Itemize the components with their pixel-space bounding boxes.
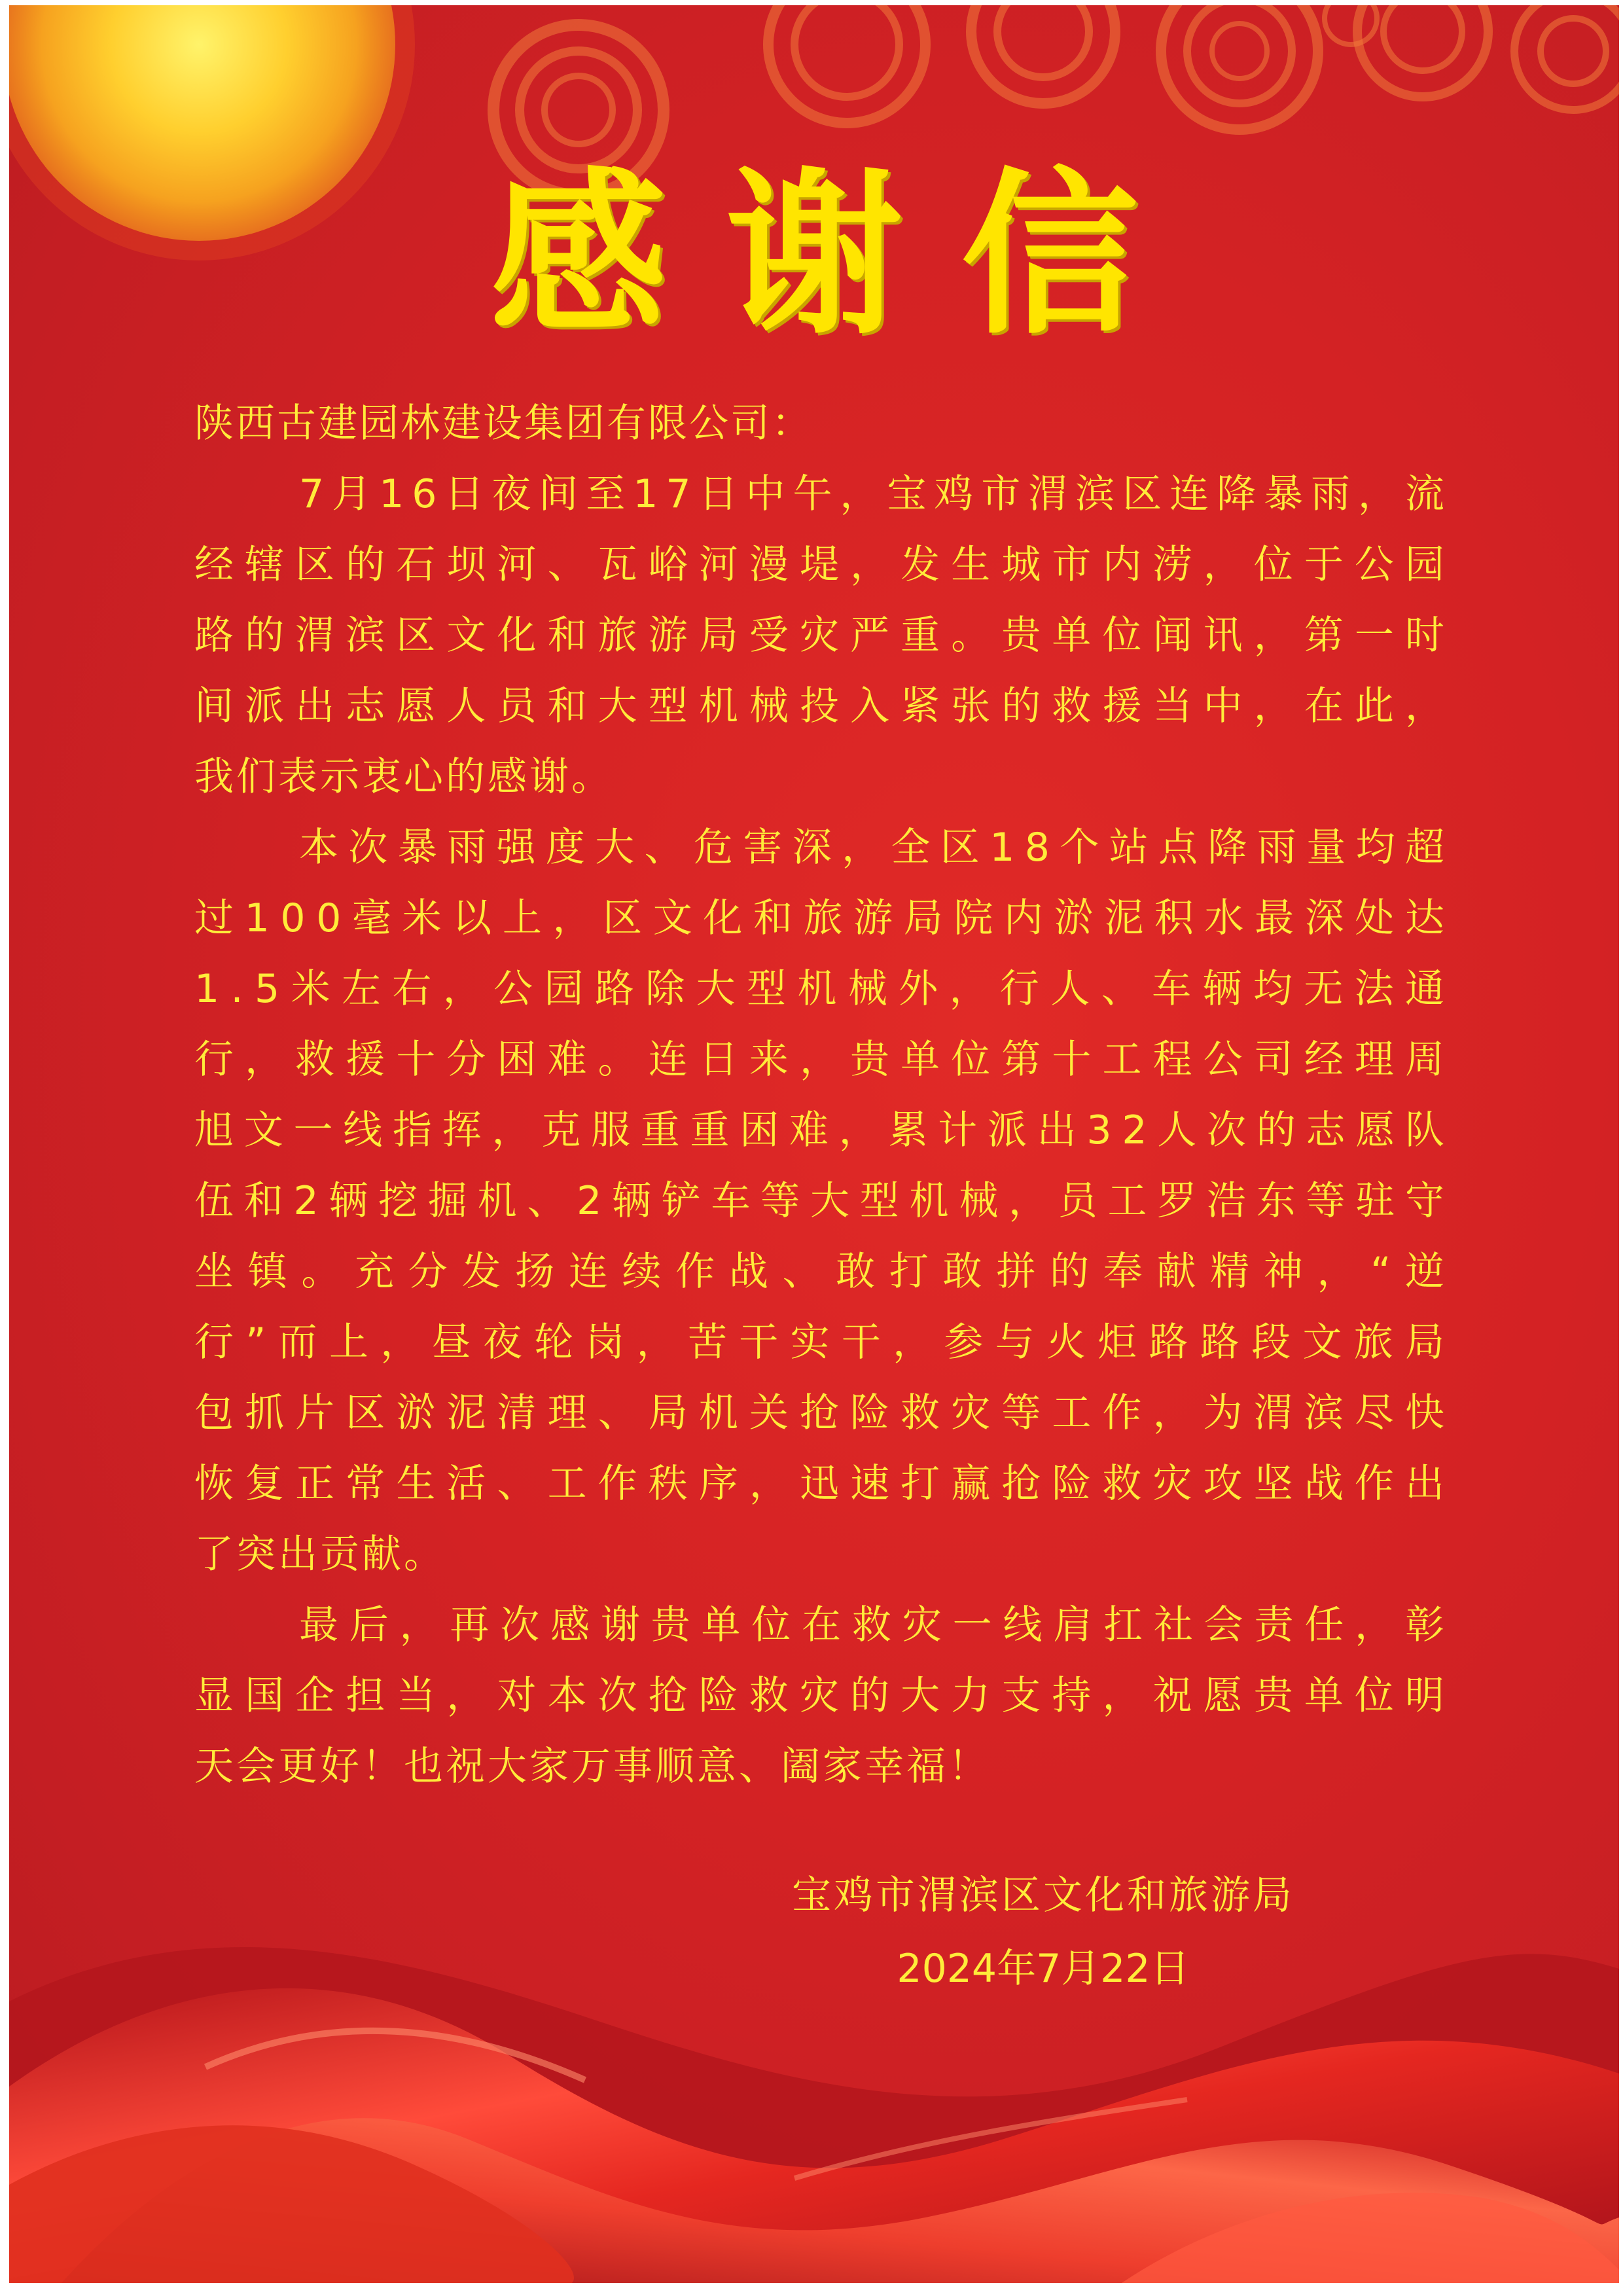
paragraph-3-line-1: 最后，再次感谢贵单位在救灾一线肩扛社会责任，彰: [299, 1602, 1455, 1648]
paragraph-3-line-3: 天会更好！也祝大家万事顺意、阖家幸福！: [194, 1744, 990, 1789]
paragraph-2-line-6: 伍和2辆挖掘机、2辆铲车等大型机械，员工罗浩东等驻守: [194, 1178, 1455, 1224]
letter-title: 感谢信: [490, 150, 1197, 358]
paragraph-1-line-5: 我们表示衷心的感谢。: [194, 754, 613, 800]
signature-date: 2024年7月22日: [897, 1946, 1190, 1992]
salutation: 陕西古建园林建设集团有限公司：: [194, 401, 813, 446]
paragraph-1-line-3: 路的渭滨区文化和旅游局受灾严重。贵单位闻讯，第一时: [194, 613, 1456, 658]
paragraph-2-line-11: 了突出贡献。: [194, 1532, 446, 1577]
paragraph-1-line-1: 7月16日夜间至17日中午，宝鸡市渭滨区连降暴雨，流: [299, 471, 1452, 517]
paragraph-2-line-9: 包抓片区淤泥清理、局机关抢险救灾等工作，为渭滨尽快: [194, 1390, 1456, 1436]
letter-page: [9, 5, 1619, 2283]
paragraph-2-line-5: 旭文一线指挥，克服重重困难，累计派出32人次的志愿队: [194, 1107, 1455, 1153]
paragraph-2-line-2: 过100毫米以上，区文化和旅游局院内淤泥积水最深处达: [194, 895, 1455, 941]
ribbon-decoration: [9, 1947, 1619, 2283]
paragraph-2-line-7: 坐镇。充分发扬连续作战、敢打敢拼的奉献精神，“逆: [194, 1249, 1459, 1295]
paragraph-3-line-2: 显国企担当，对本次抢险救灾的大力支持，祝愿贵单位明: [194, 1673, 1456, 1719]
paragraph-2-line-10: 恢复正常生活、工作秩序，迅速打赢抢险救灾攻坚战作出: [194, 1461, 1456, 1507]
paragraph-2-line-3: 1.5米左右，公园路除大型机械外，行人、车辆均无法通: [194, 966, 1456, 1012]
paragraph-2-line-8: 行”而上，昼夜轮岗，苦干实干，参与火炬路路段文旅局: [194, 1319, 1457, 1365]
paragraph-2-line-1: 本次暴雨强度大、危害深，全区18个站点降雨量均超: [299, 825, 1455, 870]
paragraph-2-line-4: 行，救援十分困难。连日来，贵单位第十工程公司经理周: [194, 1037, 1456, 1083]
letter-body: [194, 388, 1459, 1802]
paragraph-1-line-2: 经辖区的石坝河、瓦峪河漫堤，发生城市内涝，位于公园: [194, 542, 1456, 588]
paragraph-1-line-4: 间派出志愿人员和大型机械投入紧张的救援当中，在此，: [194, 683, 1456, 729]
signature-organization: 宝鸡市渭滨区文化和旅游局: [792, 1873, 1294, 1918]
